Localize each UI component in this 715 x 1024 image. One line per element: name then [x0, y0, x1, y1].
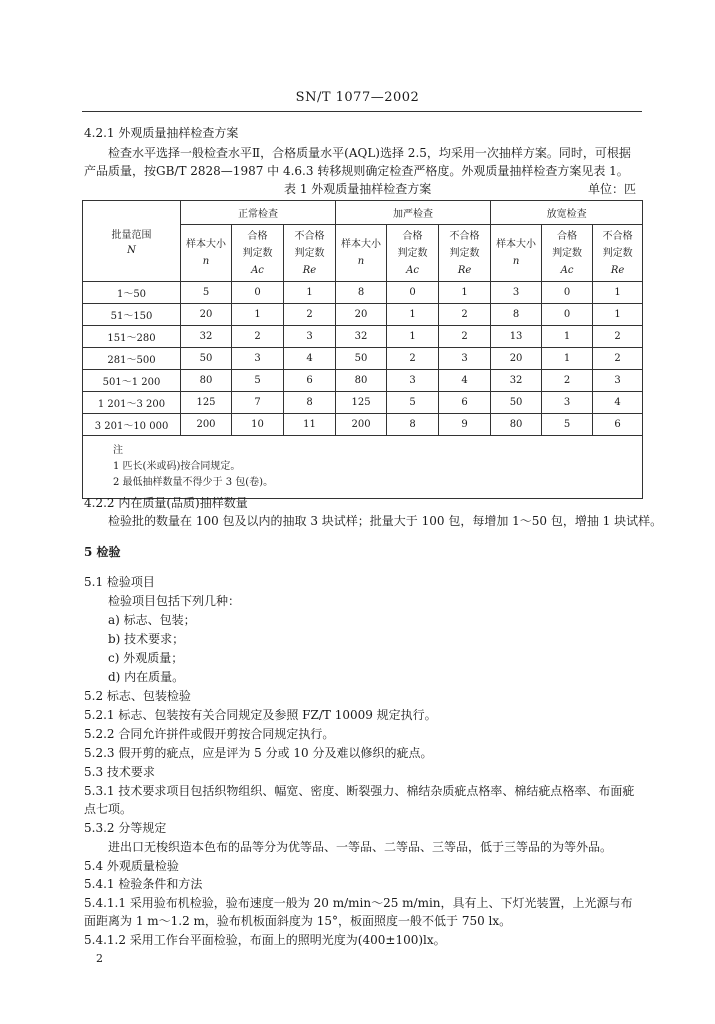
heading-5-4-1: 5.4.1 检验条件和方法	[84, 877, 203, 891]
batch-range-cell: 51～150	[83, 304, 181, 326]
table-cell: 0	[542, 304, 593, 326]
table-cell: 1	[387, 304, 439, 326]
table-cell: 2	[439, 326, 491, 348]
heading-5-2: 5.2 标志、包装检验	[84, 689, 191, 703]
table-unit: 单位：匹	[588, 182, 637, 196]
table-cell: 200	[336, 414, 387, 436]
table-cell: 1	[284, 282, 336, 304]
table-cell: 3	[387, 370, 439, 392]
table-cell: 2	[593, 326, 643, 348]
table-cell: 5	[181, 282, 232, 304]
para-5-3-1-line2: 点七项。	[84, 802, 133, 816]
table-cell: 8	[284, 392, 336, 414]
table-cell: 3	[232, 348, 284, 370]
heading-5-3-2: 5.3.2 分等规定	[84, 821, 167, 835]
heading-4-2-1: 4.2.1 外观质量抽样检查方案	[84, 126, 239, 140]
table-cell: 2	[284, 304, 336, 326]
table-cell: 5	[542, 414, 593, 436]
para-4-2-1-line1: 检查水平选择一般检查水平Ⅱ，合格质量水平(AQL)选择 2.5，均采用一次抽样方案。同时，可根据	[108, 146, 631, 160]
para-5-1-intro: 检验项目包括下列几种：	[108, 594, 241, 608]
table-cell: 20	[336, 304, 387, 326]
table-cell: 5	[387, 392, 439, 414]
sub-header-cell: 样本大小 n	[181, 225, 232, 282]
table-cell: 7	[232, 392, 284, 414]
heading-5-1: 5.1 检验项目	[84, 575, 155, 589]
para-4-2-2: 检验批的数量在 100 包及以内的抽取 3 块试样；批量大于 100 包，每增加 1～50 包，增抽 1 块试样。	[108, 514, 663, 528]
sub-header-cell: 不合格 判定数 Re	[593, 225, 643, 282]
table-row	[83, 392, 643, 414]
sub-header-cell: 样本大小 n	[336, 225, 387, 282]
header-rule	[82, 111, 642, 112]
table-cell: 125	[181, 392, 232, 414]
page-number: 2	[96, 952, 103, 965]
para-5-2-2: 5.2.2 合同允许拼件或假开剪按合同规定执行。	[84, 727, 335, 741]
table-cell: 2	[232, 326, 284, 348]
table-cell: 6	[439, 392, 491, 414]
sub-header-cell: 合格 判定数 Ac	[542, 225, 593, 282]
table-cell: 4	[439, 370, 491, 392]
table-cell: 10	[232, 414, 284, 436]
batch-range-cell: 3 201～10 000	[83, 414, 181, 436]
table-cell: 1	[232, 304, 284, 326]
heading-5: 5 检验	[84, 545, 121, 559]
sampling-plan-table	[82, 200, 643, 499]
table-cell: 13	[491, 326, 542, 348]
table-cell: 32	[181, 326, 232, 348]
table-cell: 8	[336, 282, 387, 304]
table-title: 表 1 外观质量抽样检查方案	[284, 182, 432, 196]
note-item: 1 匹长(米或码)按合同规定。	[113, 461, 241, 472]
para-5-3-2: 进出口无梭织造本色布的品等分为优等品、一等品、二等品、三等品，低于三等品的为等外品。	[108, 840, 613, 854]
list-item-a: a) 标志、包装；	[108, 613, 196, 627]
batch-range-cell: 1～50	[83, 282, 181, 304]
list-item-b: b) 技术要求；	[108, 632, 185, 646]
table-cell: 32	[491, 370, 542, 392]
table-cell: 2	[542, 370, 593, 392]
group-header-normal: 正常检查	[181, 201, 336, 225]
table-row	[83, 282, 643, 304]
table-row	[83, 304, 643, 326]
table-cell: 3	[284, 326, 336, 348]
sub-header-cell: 不合格 判定数 Re	[284, 225, 336, 282]
table-cell: 80	[181, 370, 232, 392]
table-cell: 32	[336, 326, 387, 348]
group-header-reduced: 放宽检查	[491, 201, 643, 225]
table-cell: 125	[336, 392, 387, 414]
para-5-4-1-1-line2: 面距离为 1 m～1.2 m，验布机板面斜度为 15°，板面照度一般不低于 750 lx。	[84, 914, 512, 928]
table-cell: 9	[439, 414, 491, 436]
table-cell: 1	[542, 348, 593, 370]
table-cell: 6	[593, 414, 643, 436]
table-cell: 3	[593, 370, 643, 392]
sub-header-cell: 合格 判定数 Ac	[387, 225, 439, 282]
table-cell: 50	[336, 348, 387, 370]
table-cell: 8	[387, 414, 439, 436]
batch-range-cell: 151～280	[83, 326, 181, 348]
table-cell: 4	[593, 392, 643, 414]
table-cell: 1	[593, 282, 643, 304]
table-cell: 0	[232, 282, 284, 304]
sub-header-cell: 不合格 判定数 Re	[439, 225, 491, 282]
heading-4-2-2: 4.2.2 内在质量(品质)抽样数量	[84, 496, 248, 510]
table-cell: 1	[542, 326, 593, 348]
table-cell: 20	[491, 348, 542, 370]
table-cell: 1	[593, 304, 643, 326]
note-item: 2 最低抽样数量不得少于 3 包(卷)。	[113, 477, 274, 488]
table-cell: 50	[491, 392, 542, 414]
group-header-tightened: 加严检查	[336, 201, 491, 225]
para-5-3-1-line1: 5.3.1 技术要求项目包括织物组织、幅宽、密度、断裂强力、棉结杂质疵点格率、棉结疵点格率、布面疵	[84, 784, 635, 798]
batch-range-cell: 1 201～3 200	[83, 392, 181, 414]
para-5-2-1: 5.2.1 标志、包装按有关合同规定及参照 FZ/T 10009 规定执行。	[84, 708, 437, 722]
para-4-2-1-line2: 产品质量，按GB/T 2828—1987 中 4.6.3 转移规则确定检查严格度。外观质量抽样检查方案见表 1。	[84, 164, 629, 178]
heading-5-4: 5.4 外观质量检验	[84, 859, 179, 873]
table-cell: 0	[542, 282, 593, 304]
batch-range-cell: 281～500	[83, 348, 181, 370]
batch-range-header: 批量范围 N	[83, 201, 181, 282]
table-row	[83, 370, 643, 392]
table-cell: 50	[181, 348, 232, 370]
table-row	[83, 414, 643, 436]
sub-header-cell: 合格 判定数 Ac	[232, 225, 284, 282]
table-cell: 8	[491, 304, 542, 326]
table-cell: 0	[387, 282, 439, 304]
heading-5-3: 5.3 技术要求	[84, 765, 155, 779]
doc-number-header: SN/T 1077—2002	[295, 90, 420, 105]
table-row	[83, 348, 643, 370]
table-cell: 5	[232, 370, 284, 392]
list-item-d: d) 内在质量。	[108, 670, 185, 684]
table-cell: 3	[439, 348, 491, 370]
para-5-4-1-2: 5.4.1.2 采用工作台平面检验，布面上的照明光度为(400±100)lx。	[84, 933, 446, 947]
table-cell: 2	[439, 304, 491, 326]
table-notes	[83, 436, 643, 499]
sub-header-cell: 样本大小 n	[491, 225, 542, 282]
table-cell: 6	[284, 370, 336, 392]
table-cell: 3	[542, 392, 593, 414]
table-cell: 1	[387, 326, 439, 348]
table-cell: 11	[284, 414, 336, 436]
table-cell: 2	[593, 348, 643, 370]
batch-range-cell: 501～1 200	[83, 370, 181, 392]
table-cell: 3	[491, 282, 542, 304]
table-row	[83, 326, 643, 348]
table-cell: 80	[491, 414, 542, 436]
para-5-2-3: 5.2.3 假开剪的疵点，应是评为 5 分或 10 分及难以修织的疵点。	[84, 746, 433, 760]
table-cell: 4	[284, 348, 336, 370]
table-cell: 2	[387, 348, 439, 370]
table-cell: 80	[336, 370, 387, 392]
list-item-c: c) 外观质量；	[108, 651, 184, 665]
table-cell: 200	[181, 414, 232, 436]
para-5-4-1-1-line1: 5.4.1.1 采用验布机检验，验布速度一般为 20 m/min～25 m/min，具有上、下灯光装置，上光源与布	[84, 896, 633, 910]
notes-title: 注	[113, 445, 123, 456]
table-cell: 20	[181, 304, 232, 326]
table-cell: 1	[439, 282, 491, 304]
